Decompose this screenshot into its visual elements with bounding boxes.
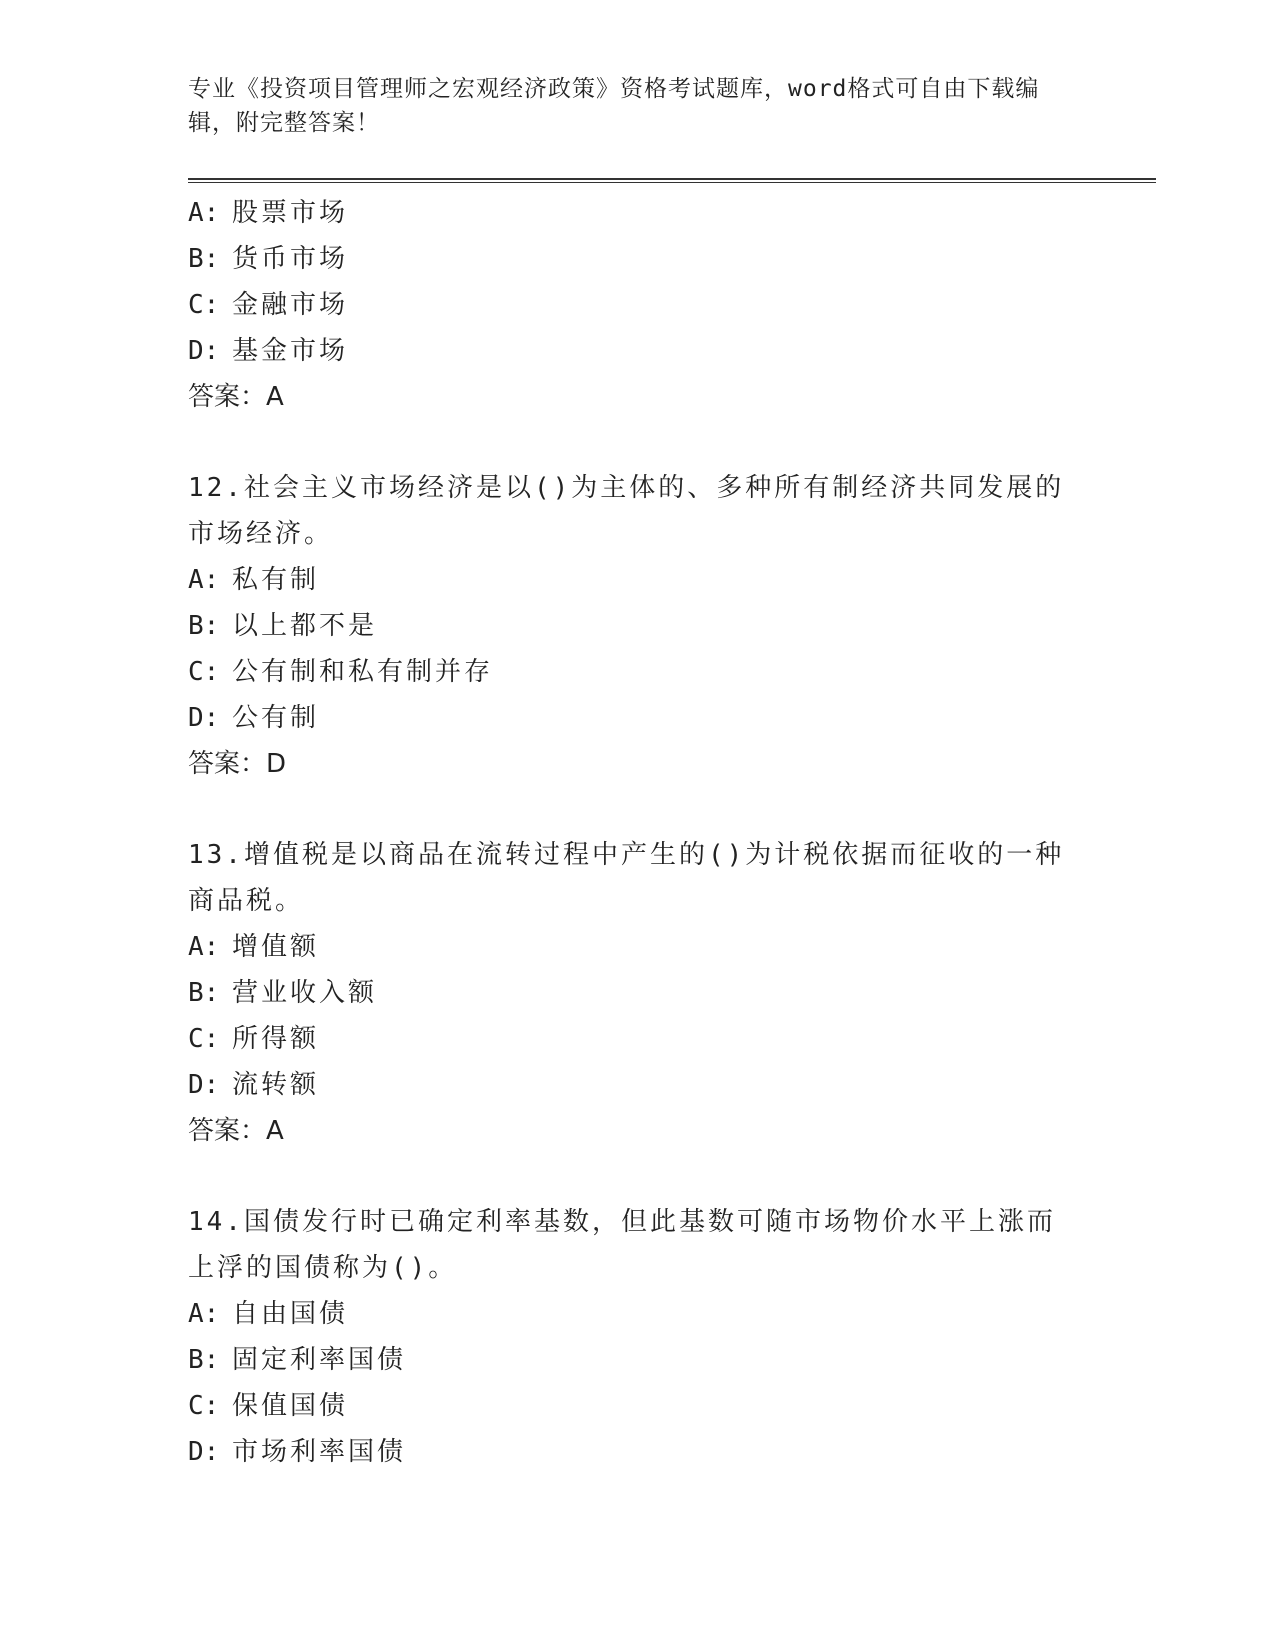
answer-line: 答案：A [188,1116,284,1146]
option-text: 金融市场 [232,290,349,320]
option-letter: C: [188,290,220,320]
option-text: 货币市场 [232,244,349,274]
option-a [188,924,1088,970]
option-text: 以上都不是 [232,611,378,641]
option-letter: A: [188,198,220,228]
option-b [188,603,1088,649]
option-letter: D: [188,1437,220,1467]
option-text: 流转额 [232,1070,320,1100]
option-text: 固定利率国债 [232,1345,407,1375]
option-text: 保值国债 [232,1391,349,1421]
option-text: 私有制 [232,565,320,595]
option-c [188,1383,1088,1429]
option-letter: B: [188,244,220,274]
option-d [188,695,1088,741]
option-text: 增值额 [232,932,320,962]
option-text: 营业收入额 [232,978,378,1008]
option-letter: B: [188,978,220,1008]
option-text: 基金市场 [232,336,349,366]
option-b [188,1337,1088,1383]
option-letter: D: [188,336,220,366]
header-divider [188,178,1156,183]
document-header: 专业《投资项目管理师之宏观经济政策》资格考试题库，word格式可自由下载编辑，附完整答案！ [188,76,1040,136]
option-text: 股票市场 [232,198,349,228]
document-body [188,190,1088,1475]
option-letter: D: [188,703,220,733]
option-c [188,1016,1088,1062]
question-14 [188,1199,1088,1475]
option-letter: C: [188,1391,220,1421]
option-c [188,649,1088,695]
option-text: 公有制 [232,703,320,733]
question-stem: 14.国债发行时已确定利率基数，但此基数可随市场物价水平上涨而上浮的国债称为()。 [188,1207,1056,1283]
option-a [188,1291,1088,1337]
question-stem: 13.增值税是以商品在流转过程中产生的()为计税依据而征收的一种商品税。 [188,840,1065,916]
question-13 [188,832,1088,1154]
option-a [188,557,1088,603]
option-a [188,190,1088,236]
option-text: 自由国债 [232,1299,349,1329]
question-partial [188,190,1088,420]
option-b [188,236,1088,282]
option-letter: A: [188,565,220,595]
answer-line: 答案：A [188,382,284,412]
question-12 [188,465,1088,787]
option-d [188,1429,1088,1475]
option-letter: B: [188,1345,220,1375]
option-d [188,328,1088,374]
option-letter: D: [188,1070,220,1100]
answer-line: 答案：D [188,749,287,779]
option-c [188,282,1088,328]
option-letter: A: [188,932,220,962]
option-b [188,970,1088,1016]
option-d [188,1062,1088,1108]
option-letter: A: [188,1299,220,1329]
option-text: 所得额 [232,1024,320,1054]
option-letter: B: [188,611,220,641]
option-letter: C: [188,657,220,687]
option-text: 公有制和私有制并存 [232,657,494,687]
option-letter: C: [188,1024,220,1054]
question-stem: 12.社会主义市场经济是以()为主体的、多种所有制经济共同发展的市场经济。 [188,473,1065,549]
option-text: 市场利率国债 [232,1437,407,1467]
